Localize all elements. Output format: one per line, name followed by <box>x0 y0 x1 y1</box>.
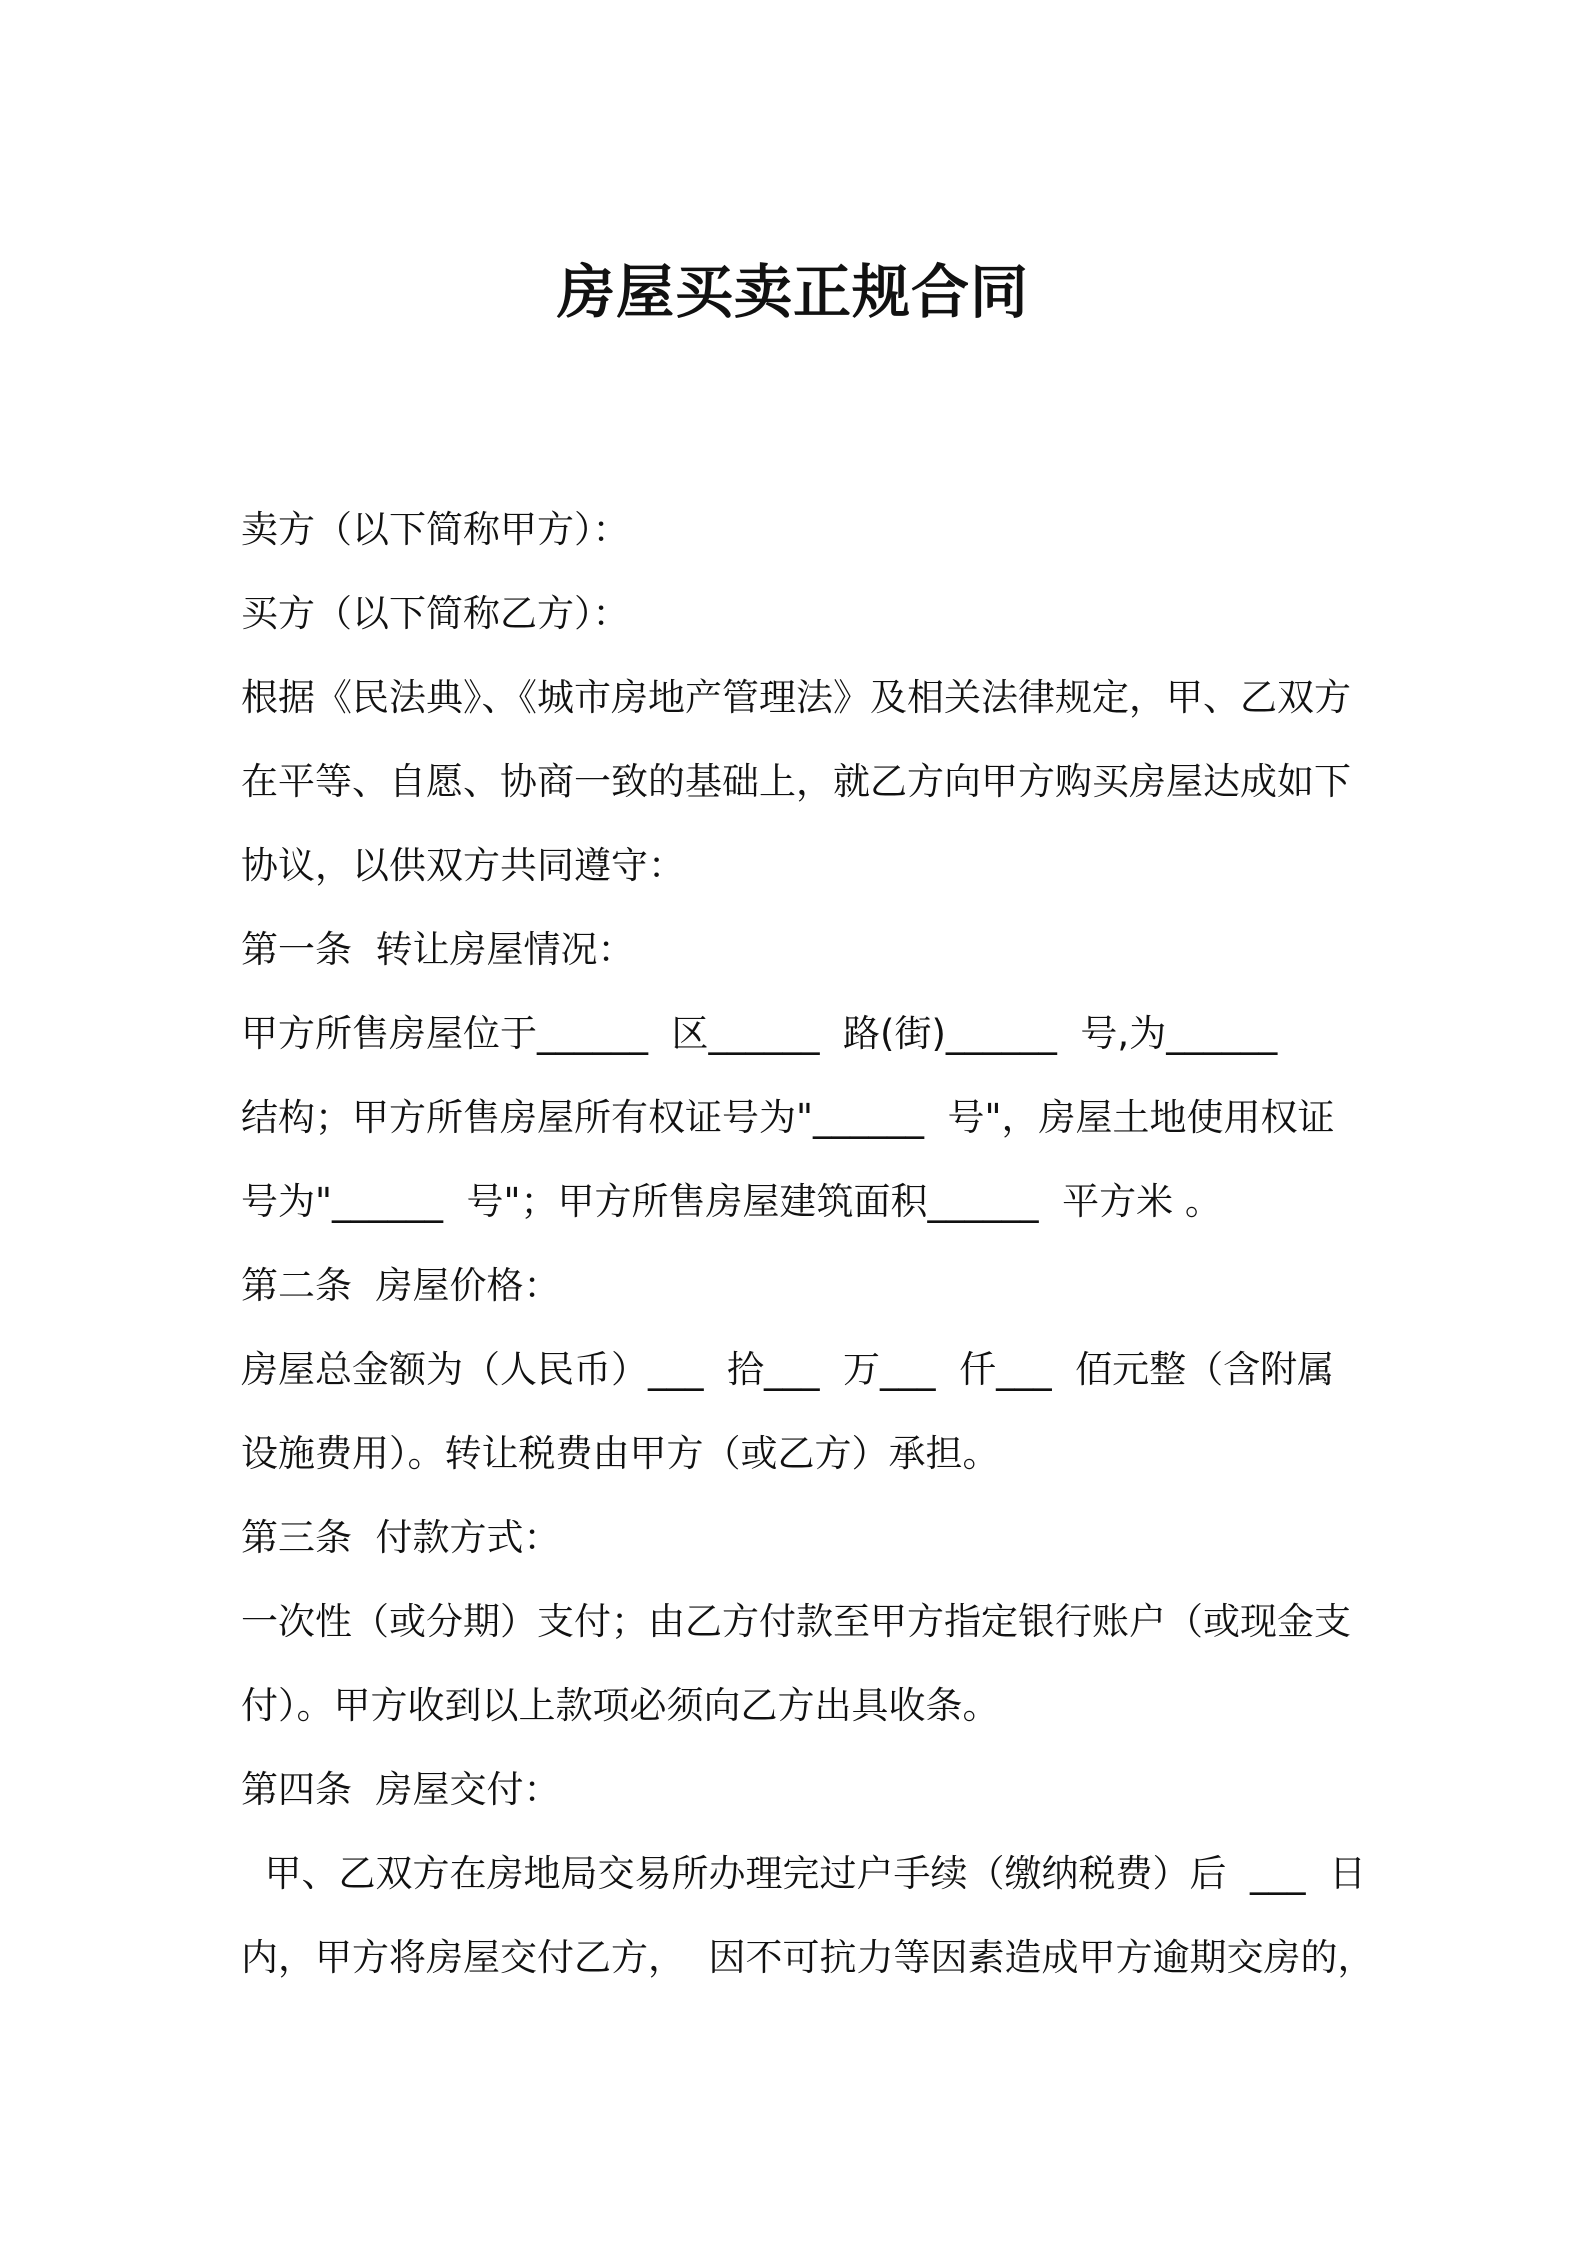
buyer-line: 买方（以下简称乙方）： <box>241 592 630 635</box>
article-text-line: 付）。甲方收到以上款项必须向乙方出具收条。 <box>241 1684 1000 1727</box>
article-heading: 第二条 房屋价格： <box>241 1264 561 1307</box>
document-title: 房屋买卖正规合同 <box>556 258 1029 326</box>
article-text-line: 结构；甲方所售房屋所有权证号为"______ 号"，房屋土地使用权证 <box>241 1096 1335 1139</box>
article-text-line: 甲方所售房屋位于______ 区______ 路(街)______ 号,为______ <box>241 1012 1278 1055</box>
document-body <box>241 488 1375 2000</box>
article-text-line: 内，甲方将房屋交付乙方， 因不可抗力等因素造成甲方逾期交房的， <box>241 1936 1375 1979</box>
article-heading: 第一条 转让房屋情况： <box>241 928 635 971</box>
article-text-line: 一次性（或分期）支付；由乙方付款至甲方指定银行账户（或现金支 <box>241 1600 1351 1643</box>
article-text-line: 甲、乙双方在房地局交易所办理完过户手续（缴纳税费）后 ___ 日 <box>241 1852 1367 1895</box>
article-text-line: 设施费用）。转让税费由甲方（或乙方）承担。 <box>241 1432 1000 1475</box>
article-heading: 第三条 付款方式： <box>241 1516 561 1559</box>
preamble-line: 在平等、自愿、协商一致的基础上，就乙方向甲方购买房屋达成如下 <box>241 760 1351 803</box>
preamble-line: 协议，以供双方共同遵守： <box>241 844 685 887</box>
article-heading: 第四条 房屋交付： <box>241 1768 561 1811</box>
seller-line: 卖方（以下简称甲方）： <box>241 508 630 551</box>
article-text-line: 号为"______ 号"；甲方所售房屋建筑面积______ 平方米 。 <box>241 1180 1222 1223</box>
preamble-line: 根据《民法典》、《城市房地产管理法》及相关法律规定，甲、乙双方 <box>241 676 1351 719</box>
article-text-line: 房屋总金额为（人民币）___ 拾___ 万___ 仟___ 佰元整（含附属 <box>241 1348 1335 1391</box>
